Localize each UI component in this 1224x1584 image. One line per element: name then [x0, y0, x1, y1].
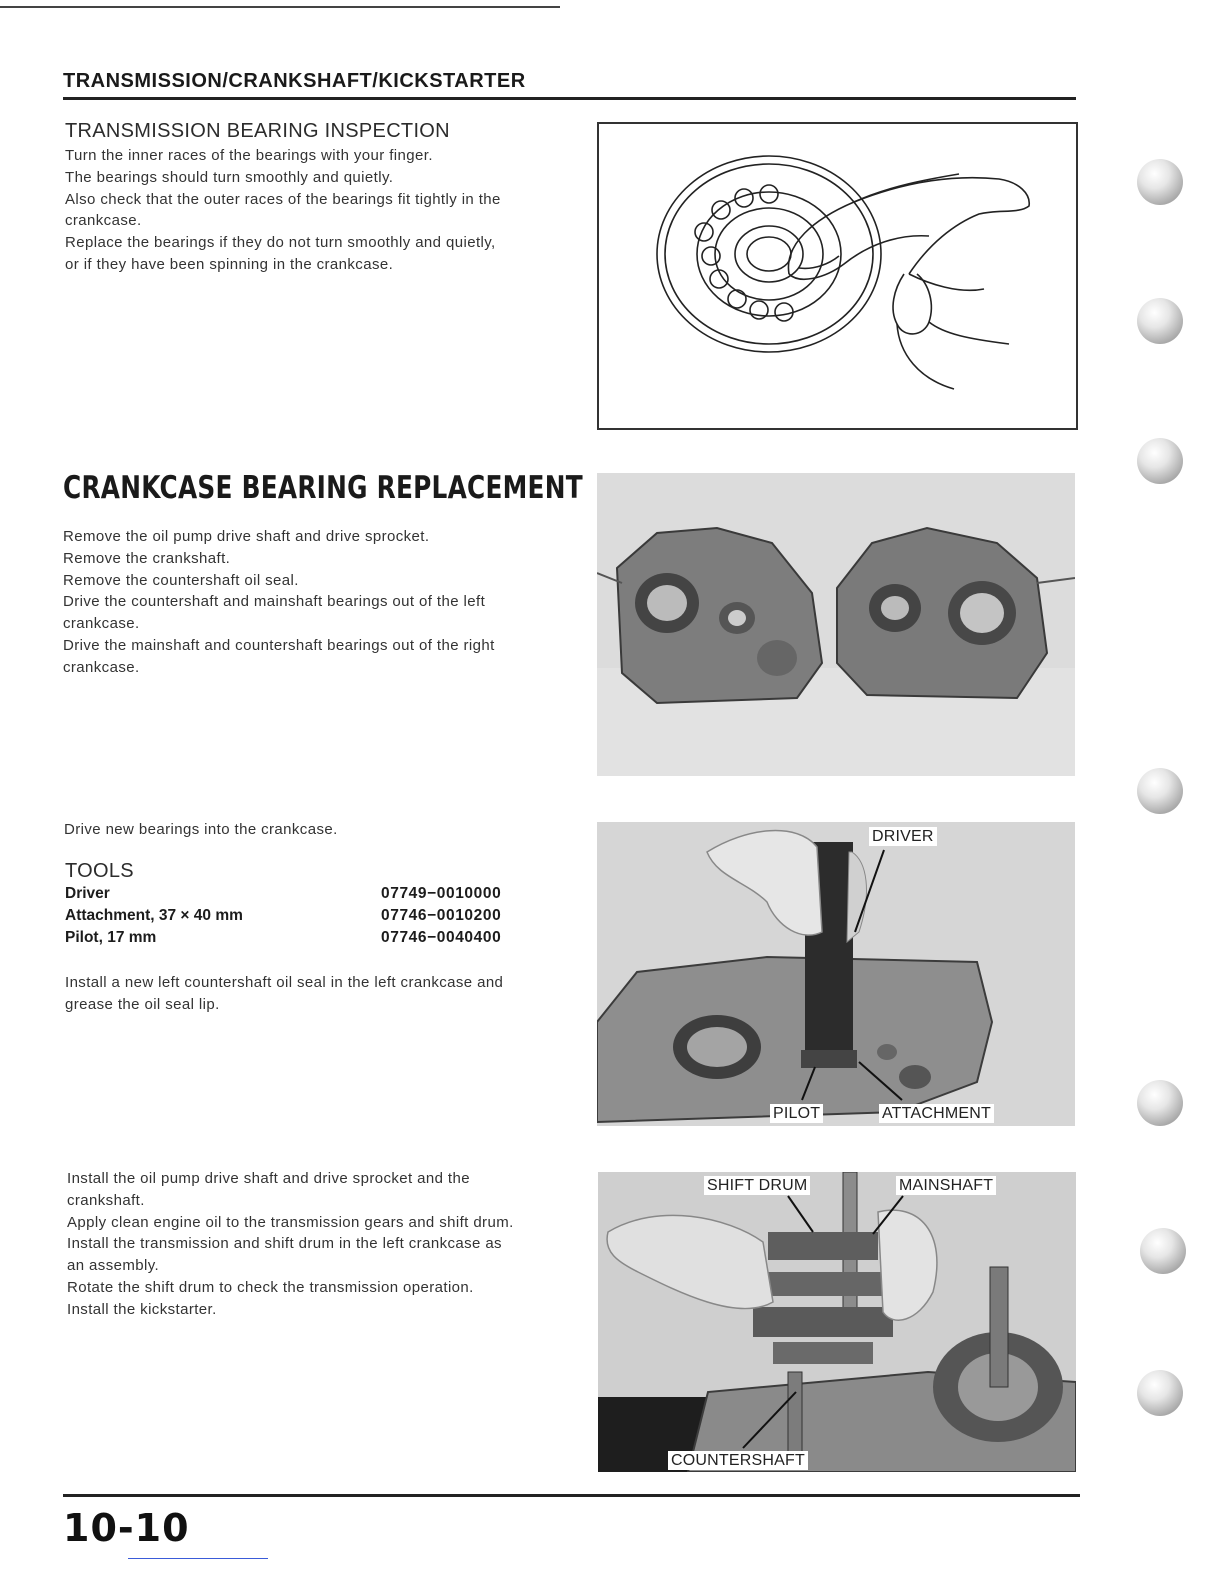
text-line: Remove the crankshaft.	[63, 549, 231, 567]
replacement-title: CRANKCASE BEARING REPLACEMENT	[63, 470, 583, 506]
shift-drum-label: SHIFT DRUM	[704, 1176, 810, 1195]
text-line: Replace the bearings if they do not turn smoothly and quietly,	[65, 234, 496, 252]
text-line: Install a new left countershaft oil seal in the left crankcase and	[65, 974, 504, 991]
text-line: Drive the mainshaft and countershaft bearings out of the right	[63, 636, 495, 654]
install-text	[67, 1168, 572, 1321]
text-line: an assembly.	[67, 1257, 160, 1275]
tool-name: Driver	[65, 885, 110, 902]
text-line: Drive the countershaft and mainshaft bearings out of the left	[63, 593, 486, 611]
binder-hole-icon	[1137, 1370, 1183, 1416]
tools-title: TOOLS	[65, 860, 134, 882]
section-header: TRANSMISSION/CRANKSHAFT/KICKSTARTER	[63, 70, 526, 92]
text-line: Install the kickstarter.	[67, 1300, 217, 1318]
text-line: Install the oil pump drive shaft and drive sprocket and the	[67, 1170, 470, 1187]
text-line: Rotate the shift drum to check the transmission operation.	[67, 1278, 474, 1296]
binder-hole-icon	[1137, 159, 1183, 205]
countershaft-label: COUNTERSHAFT	[668, 1451, 808, 1470]
text-line: grease the oil seal lip.	[65, 995, 220, 1013]
binder-hole-icon	[1137, 438, 1183, 484]
binder-hole-icon	[1140, 1228, 1186, 1274]
tool-number: 07746−0010200	[381, 907, 502, 924]
bottom-edge-line	[128, 1558, 268, 1559]
tool-row	[65, 885, 535, 907]
crankcase-halves-photo	[597, 473, 1075, 776]
bearing-driver-photo	[597, 822, 1075, 1126]
footer-rule	[63, 1494, 1080, 1497]
driver-photo-illustration	[597, 822, 1075, 1126]
header-rule	[63, 97, 1076, 100]
drive-new-text: Drive new bearings into the crankcase.	[64, 821, 338, 838]
page-number: 10-10	[63, 1506, 190, 1550]
seal-text	[65, 972, 575, 1016]
tool-row	[65, 929, 535, 951]
tool-name: Attachment, 37 × 40 mm	[65, 907, 243, 924]
bearing-finger-drawing	[599, 124, 1076, 428]
replacement-text	[63, 526, 573, 679]
tool-number: 07746−0040400	[381, 929, 502, 946]
tool-number: 07749−0010000	[381, 885, 502, 902]
mainshaft-label: MAINSHAFT	[896, 1176, 996, 1195]
pilot-label: PILOT	[770, 1104, 823, 1123]
binder-hole-icon	[1137, 768, 1183, 814]
inspection-title: TRANSMISSION BEARING INSPECTION	[65, 120, 450, 142]
driver-label: DRIVER	[869, 827, 937, 846]
text-line: Install the transmission and shift drum in the left crankcase as	[67, 1235, 502, 1253]
bearing-inspection-figure	[597, 122, 1078, 430]
transmission-assembly-photo	[598, 1172, 1076, 1472]
text-line: Remove the oil pump drive shaft and drive sprocket.	[63, 528, 430, 545]
text-line: The bearings should turn smoothly and quietly.	[65, 168, 394, 186]
text-line: crankcase.	[65, 212, 142, 230]
text-line: crankcase.	[63, 658, 140, 676]
inspection-text	[65, 145, 575, 276]
text-line: Apply clean engine oil to the transmission gears and shift drum.	[67, 1213, 514, 1231]
text-line: crankcase.	[63, 615, 140, 633]
top-edge-rule	[0, 6, 560, 8]
text-line: Turn the inner races of the bearings with your finger.	[65, 147, 433, 164]
crankcase-photo-illustration	[597, 473, 1075, 776]
attachment-label: ATTACHMENT	[879, 1104, 994, 1123]
text-line: Remove the countershaft oil seal.	[63, 571, 299, 589]
binder-hole-icon	[1137, 298, 1183, 344]
transmission-photo-illustration	[598, 1172, 1076, 1472]
tool-name: Pilot, 17 mm	[65, 929, 157, 946]
text-line: crankshaft.	[67, 1191, 145, 1209]
binder-hole-icon	[1137, 1080, 1183, 1126]
text-line: or if they have been spinning in the crankcase.	[65, 255, 394, 273]
text-line: Also check that the outer races of the bearings fit tightly in the	[65, 190, 501, 208]
tool-row	[65, 907, 535, 929]
